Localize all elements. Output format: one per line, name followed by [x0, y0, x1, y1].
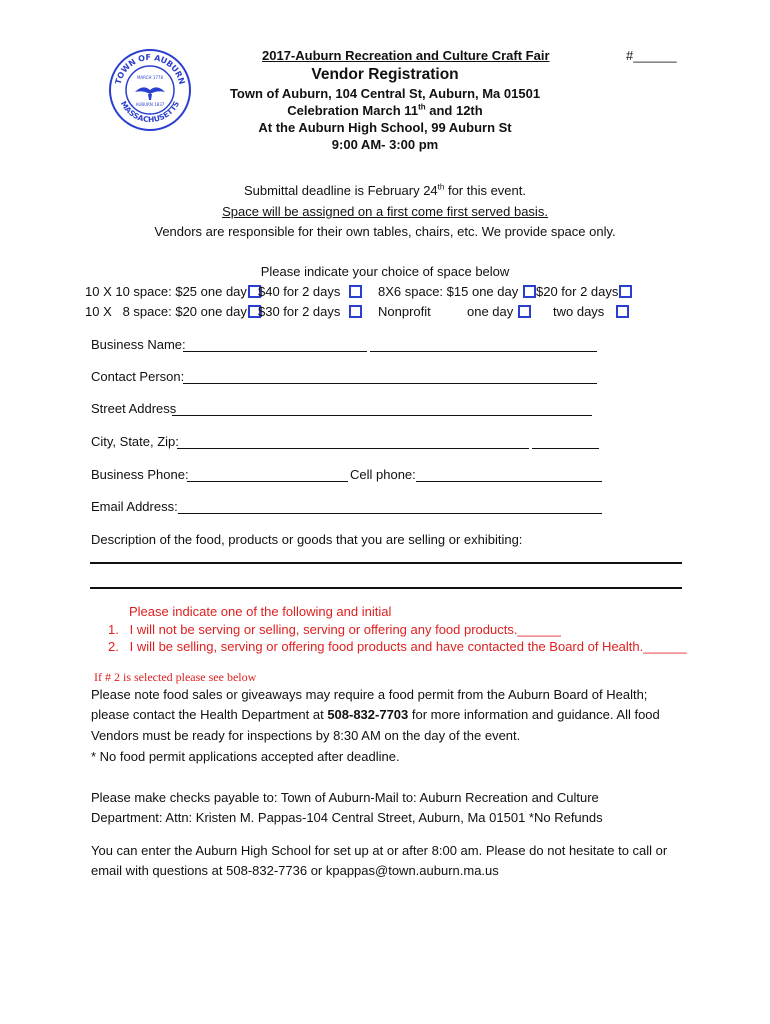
food-permit-para-3: Vendors must be ready for inspections by 8:30 AM on the day of the event. [91, 728, 521, 743]
form-title: 2017-Auburn Recreation and Culture Craft Fair [262, 48, 550, 63]
food-permit-para-1: Please note food sales or giveaways may require a food permit from the Auburn Board of Health; [91, 687, 648, 702]
payment-line-2: Department: Attn: Kristen M. Pappas-104 Central Street, Auburn, Ma 01501 *No Refunds [91, 810, 603, 825]
space-nonprofit-two-days: two days [553, 304, 629, 319]
city-state-zip-label: City, State, Zip: [91, 434, 179, 449]
business-phone-field[interactable] [187, 481, 348, 482]
setup-line-1: You can enter the Auburn High School for set up at or after 8:00 am. Please do not hesitate to call or [91, 843, 668, 858]
food-option-2[interactable]: 2. I will be selling, serving or offering food products and have contacted the Board of Health.______ [108, 639, 687, 654]
space-choice-prompt: Please indicate your choice of space below [260, 264, 510, 279]
description-field-line-2[interactable] [90, 587, 682, 589]
business-name-label: Business Name: [91, 337, 186, 352]
space-10x8-one-day: 10 X 8 space: $20 one day [85, 304, 261, 319]
space-assignment-note: Space will be assigned on a first come first served basis. [222, 204, 548, 219]
header-location: At the Auburn High School, 99 Auburn St [258, 120, 512, 135]
space-8x6-two-days: $20 for 2 days [536, 284, 632, 299]
contact-person-label: Contact Person: [91, 369, 185, 384]
form-number-label: #______ [626, 48, 677, 63]
contact-person-field[interactable] [183, 383, 597, 384]
cell-phone-field[interactable] [416, 481, 602, 482]
description-label: Description of the food, products or goods that you are selling or exhibiting: [91, 532, 523, 547]
header-address: Town of Auburn, 104 Central St, Auburn, Ma 01501 [229, 86, 541, 101]
header-hours: 9:00 AM- 3:00 pm [331, 137, 439, 152]
city-state-field[interactable] [177, 448, 529, 449]
checkbox-8x6-two-days[interactable] [619, 285, 632, 298]
checkbox-nonprofit-two-days[interactable] [616, 305, 629, 318]
food-permit-para-2: please contact the Health Department at 508-832-7703 for more information and guidance. All food [91, 707, 660, 722]
header-celebration: Celebration March 11th and 12th [287, 102, 483, 118]
if-option-2-note: If # 2 is selected please see below [94, 670, 257, 684]
checkbox-10x10-two-days[interactable] [349, 285, 362, 298]
setup-line-2: email with questions at 508-832-7736 or kpappas@town.auburn.ma.us [91, 863, 499, 878]
cell-phone-label: Cell phone: [350, 467, 416, 482]
space-10x8-two-days: $30 for 2 days [258, 304, 362, 319]
svg-text:MARCH 1778: MARCH 1778 [136, 75, 164, 80]
food-option-prompt: Please indicate one of the following and initial [129, 604, 392, 619]
svg-text:TOWN OF AUBURN: TOWN OF AUBURN [113, 52, 187, 86]
form-subtitle: Vendor Registration [311, 66, 459, 83]
description-field-line-1[interactable] [90, 562, 682, 564]
checkbox-nonprofit-one-day[interactable] [518, 305, 531, 318]
street-address-field[interactable] [172, 415, 592, 416]
vendors-responsibility-note: Vendors are responsible for their own tables, chairs, etc. We provide space only. [154, 224, 616, 239]
email-address-field[interactable] [178, 513, 602, 514]
deadline-text: Submittal deadline is February 24th for this event. [244, 182, 526, 198]
business-phone-label: Business Phone: [91, 467, 189, 482]
zip-field[interactable] [532, 448, 599, 449]
payment-line-1: Please make checks payable to: Town of Auburn-Mail to: Auburn Recreation and Culture [91, 790, 599, 805]
svg-text:AUBURN 1837: AUBURN 1837 [135, 102, 165, 107]
space-10x10-two-days: $40 for 2 days [258, 284, 362, 299]
food-permit-para-4: * No food permit applications accepted after deadline. [91, 749, 400, 764]
svg-text:MASSACHUSETTS: MASSACHUSETTS [118, 99, 182, 125]
checkbox-8x6-one-day[interactable] [523, 285, 536, 298]
space-nonprofit-label: Nonprofit [378, 304, 431, 319]
space-8x6-one-day: 8X6 space: $15 one day [378, 284, 536, 299]
business-name-field[interactable] [183, 351, 367, 352]
checkbox-10x8-two-days[interactable] [349, 305, 362, 318]
space-10x10-one-day: 10 X 10 space: $25 one day [85, 284, 261, 299]
email-address-label: Email Address: [91, 499, 178, 514]
food-option-1[interactable]: 1. I will not be serving or selling, serving or offering any food products.______ [108, 622, 561, 637]
street-address-label: Street Address [91, 401, 177, 416]
space-nonprofit-one-day: one day [467, 304, 531, 319]
business-name-field-2[interactable] [370, 351, 597, 352]
